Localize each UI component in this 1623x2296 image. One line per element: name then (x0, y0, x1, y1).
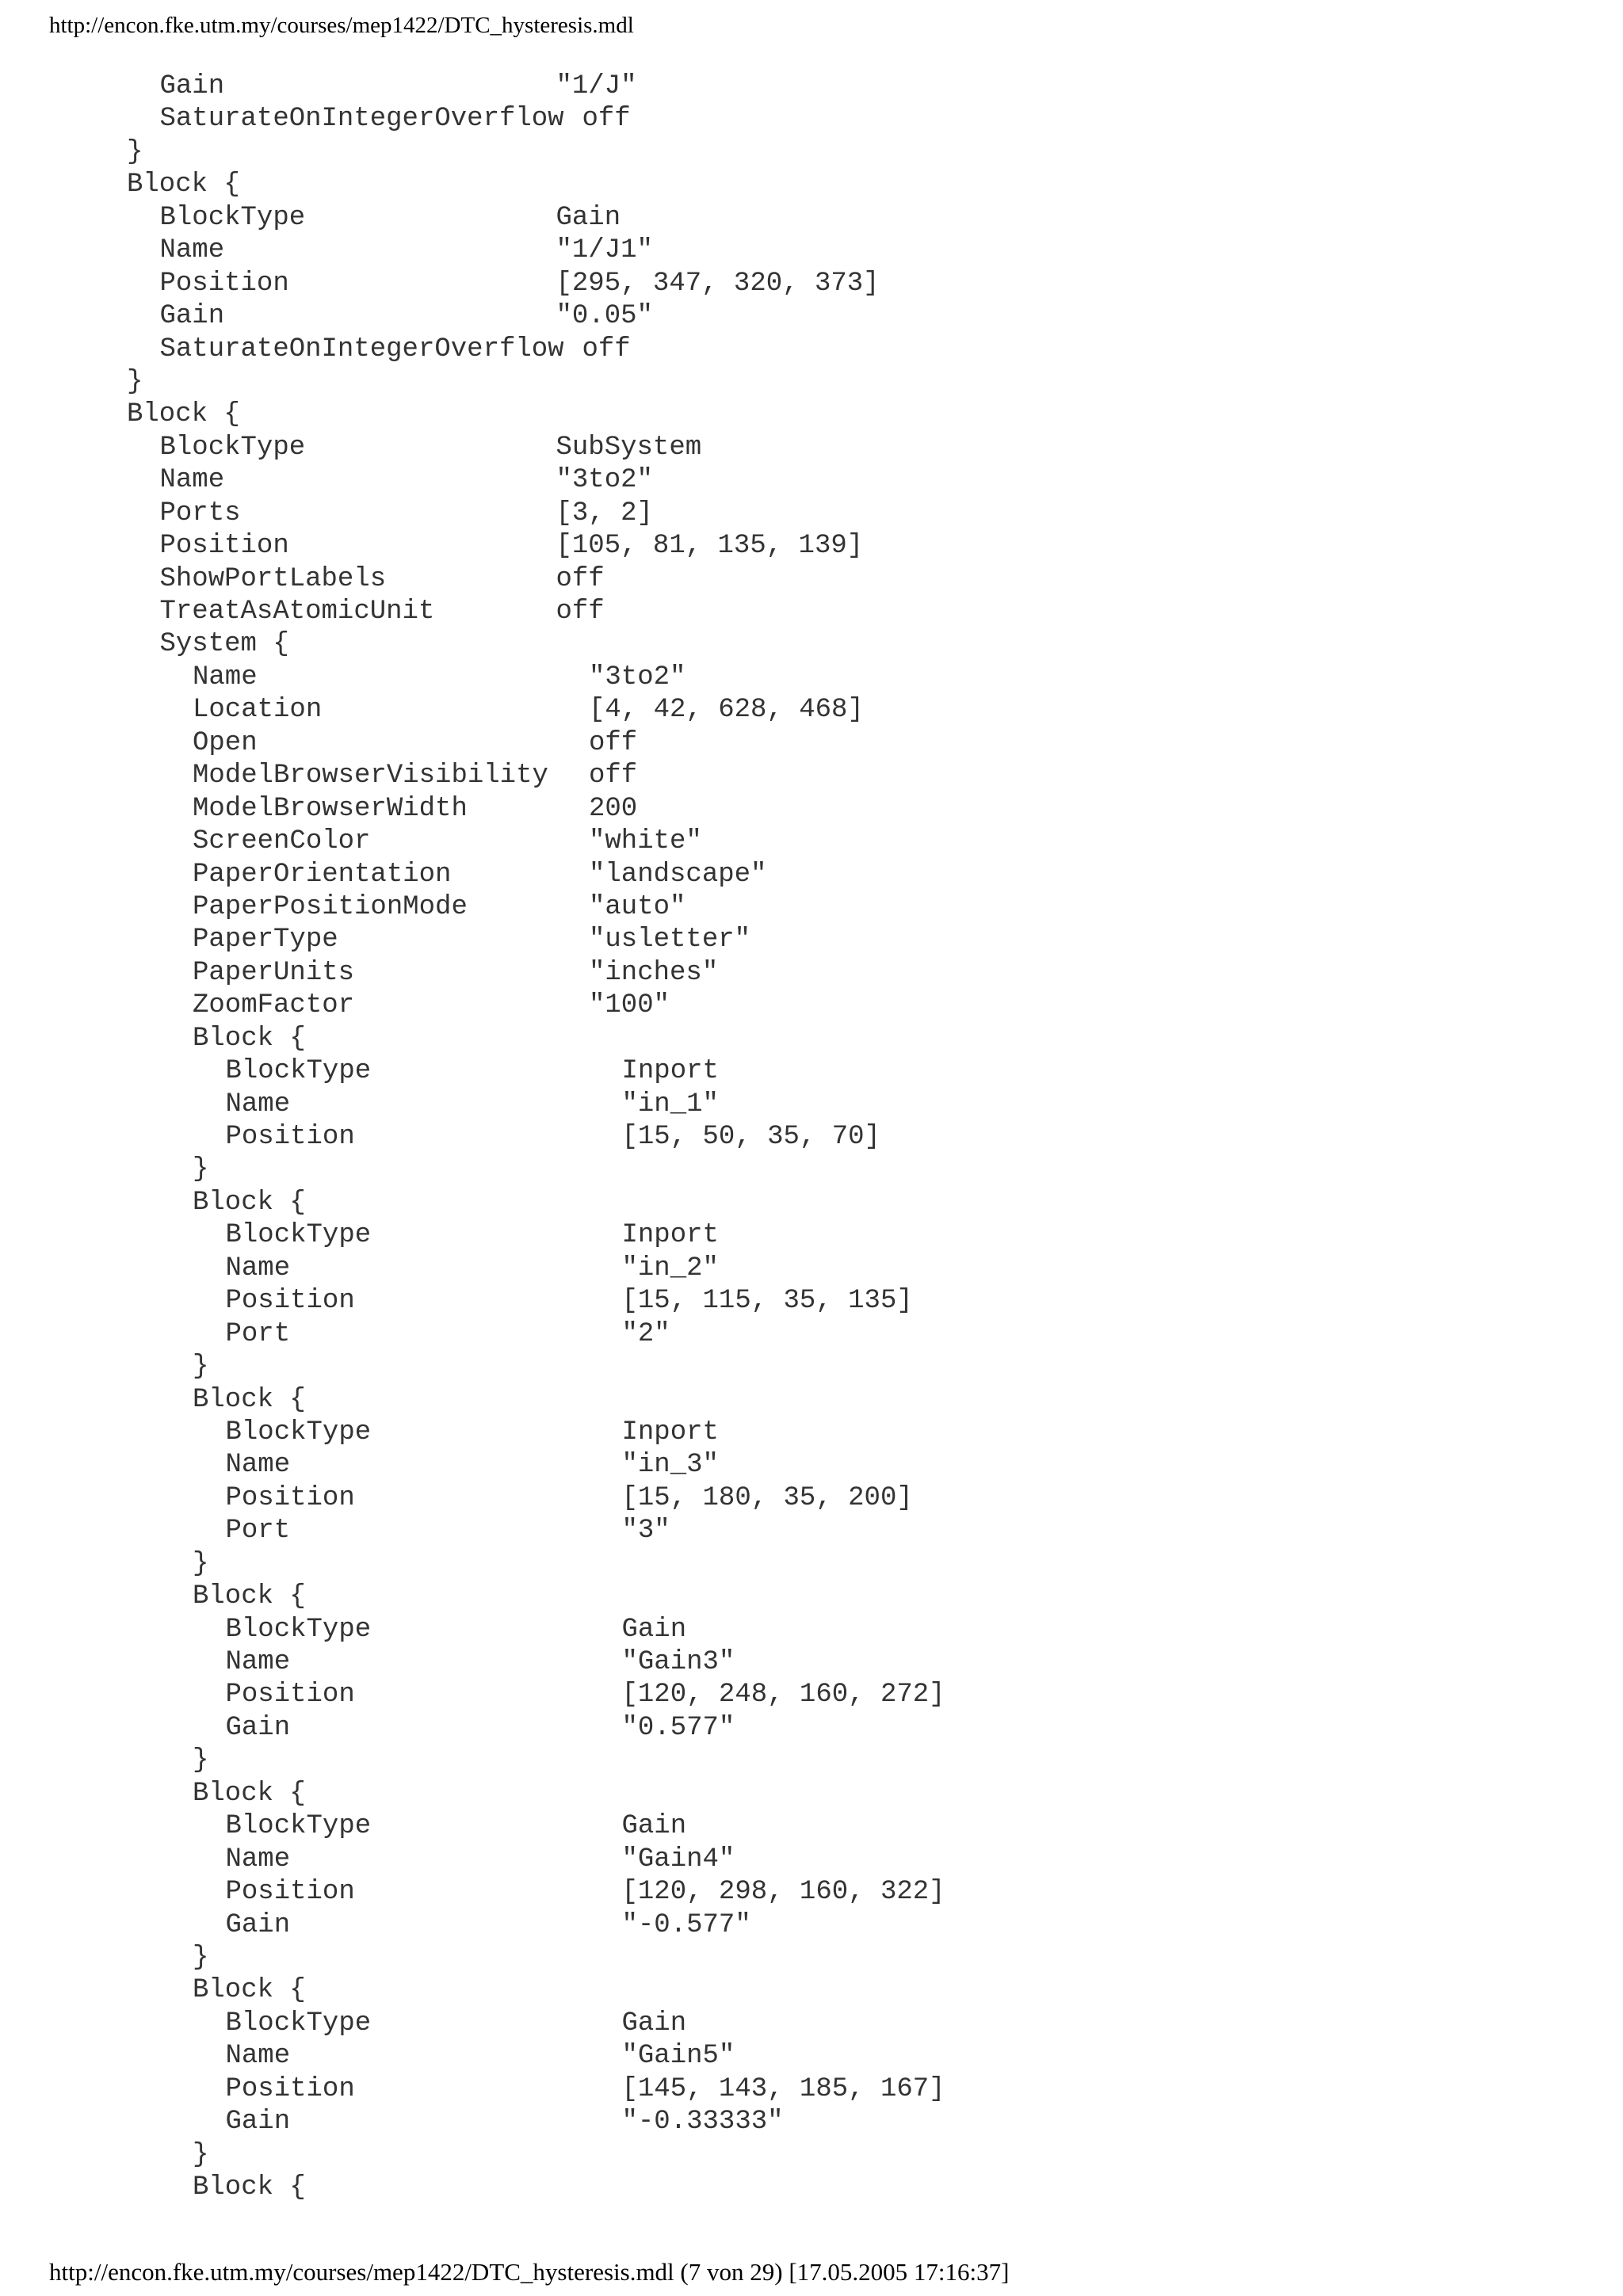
code-parameter-key: Gain (225, 1712, 291, 1743)
code-parameter-value: off (556, 563, 605, 594)
code-parameter-key: TreatAsAtomicUnit (159, 597, 435, 627)
code-line (0, 399, 1623, 431)
code-line (0, 1581, 1623, 1613)
code-parameter-key: Name (159, 465, 225, 496)
code-parameter-value: off (589, 761, 638, 791)
code-parameter-value: [15, 50, 35, 70] (621, 1122, 880, 1152)
code-parameter-value: "0.577" (621, 1712, 735, 1743)
code-line (0, 1679, 1623, 1711)
code-parameter-key: BlockType (159, 202, 306, 233)
code-parameter-key: PaperType (193, 925, 338, 955)
code-parameter-value: [120, 248, 160, 272] (621, 1680, 945, 1711)
code-line (0, 530, 1623, 563)
code-parameter-key: Location (193, 695, 323, 726)
code-line (0, 1810, 1623, 1843)
code-parameter-value: "auto" (589, 891, 686, 922)
code-parameter-value: [15, 180, 35, 200] (621, 1482, 913, 1513)
code-parameter-key: Name (225, 1089, 291, 1119)
code-parameter-value: Gain (621, 1614, 687, 1645)
code-parameter-key: BlockType (225, 2008, 372, 2039)
code-parameter-value: Gain (556, 202, 621, 233)
code-block-delimiter: } (193, 1154, 209, 1185)
code-parameter-key: Position (225, 1286, 355, 1317)
code-line (0, 2106, 1623, 2138)
code-line (0, 1482, 1623, 1515)
code-line (0, 103, 1623, 135)
code-parameter-key: PaperUnits (193, 957, 355, 988)
code-parameter-key: PaperOrientation (193, 859, 452, 890)
code-parameter-key: PaperPositionMode (193, 891, 468, 922)
code-parameter-value: "1/J1" (556, 235, 653, 266)
code-parameter-value: "-0.33333" (621, 2107, 784, 2138)
code-parameter-key: SaturateOnIntegerOverflow (159, 104, 564, 135)
page-header-url: http://encon.fke.utm.my/courses/mep1422/DTC_hysteresis.mdl (49, 13, 634, 38)
code-line (0, 694, 1623, 727)
code-line (0, 235, 1623, 267)
code-block-delimiter: Block { (193, 1778, 306, 1809)
code-block-delimiter: Block { (193, 1581, 306, 1612)
code-line (0, 1515, 1623, 1547)
code-line (0, 1974, 1623, 2007)
code-parameter-value: "in_1" (621, 1089, 719, 1119)
code-block-delimiter: } (127, 366, 143, 397)
code-line (0, 1154, 1623, 1186)
code-line (0, 1417, 1623, 1449)
code-parameter-key: Position (225, 2073, 355, 2104)
code-parameter-key: BlockType (225, 1220, 372, 1251)
code-parameter-key: BlockType (225, 1614, 372, 1645)
code-line (0, 2040, 1623, 2073)
code-line (0, 957, 1623, 990)
code-parameter-key: Name (193, 662, 258, 692)
code-parameter-key: ModelBrowserWidth (193, 793, 468, 824)
code-parameter-key: Position (225, 1877, 355, 1908)
code-line (0, 334, 1623, 366)
code-block-delimiter: } (193, 1745, 209, 1776)
code-block-delimiter: } (127, 136, 143, 167)
code-parameter-value: Inport (621, 1417, 719, 1447)
code-parameter-value: [105, 81, 135, 139] (556, 531, 864, 562)
code-parameter-key: ScreenColor (193, 826, 371, 857)
code-parameter-value: Gain (621, 2008, 687, 2039)
code-parameter-key: Port (225, 1318, 291, 1349)
code-line (0, 1285, 1623, 1318)
code-line (0, 1548, 1623, 1581)
code-parameter-value: off (589, 727, 638, 758)
code-block-delimiter: Block { (127, 399, 240, 430)
code-parameter-value: "inches" (589, 957, 719, 988)
code-block-delimiter: } (193, 2139, 209, 2170)
code-parameter-value: "3" (621, 1516, 670, 1547)
code-parameter-value: [295, 347, 320, 373] (556, 268, 880, 299)
code-parameter-key: BlockType (225, 1811, 372, 1842)
code-parameter-value: "in_3" (621, 1450, 719, 1481)
code-parameter-key: Name (225, 2041, 291, 2072)
code-parameter-value: "-0.577" (621, 1909, 751, 1940)
code-line (0, 464, 1623, 497)
code-line (0, 1384, 1623, 1417)
code-parameter-value: "in_2" (621, 1253, 719, 1283)
code-line (0, 498, 1623, 530)
code-line (0, 1219, 1623, 1252)
code-parameter-key: Port (225, 1516, 291, 1547)
code-parameter-key: BlockType (225, 1417, 372, 1447)
code-line (0, 1089, 1623, 1121)
code-parameter-key: SaturateOnIntegerOverflow (159, 334, 564, 364)
code-parameter-value: [3, 2] (556, 498, 653, 528)
code-line (0, 432, 1623, 464)
code-parameter-key: Gain (159, 301, 225, 332)
code-parameter-key: Ports (159, 498, 241, 528)
code-line (0, 1844, 1623, 1876)
code-parameter-key: Gain (225, 1909, 291, 1940)
code-line (0, 1712, 1623, 1745)
code-parameter-value: [15, 115, 35, 135] (621, 1286, 913, 1317)
code-parameter-value: 200 (589, 793, 638, 824)
code-parameter-value: Inport (621, 1056, 719, 1087)
code-parameter-key: ZoomFactor (193, 990, 355, 1021)
code-line (0, 1187, 1623, 1219)
code-line (0, 628, 1623, 661)
code-line (0, 366, 1623, 399)
code-block-delimiter: Block { (193, 1975, 306, 2006)
code-line (0, 1318, 1623, 1351)
code-parameter-value: "landscape" (589, 859, 767, 890)
code-line (0, 826, 1623, 858)
code-line (0, 1449, 1623, 1482)
code-block-delimiter: Block { (193, 2172, 306, 2203)
code-parameter-value: "100" (589, 990, 670, 1021)
code-parameter-value: [120, 298, 160, 322] (621, 1877, 945, 1908)
code-parameter-value: "0.05" (556, 301, 653, 332)
code-parameter-key: Name (225, 1647, 291, 1677)
code-parameter-key: ShowPortLabels (159, 563, 387, 594)
code-block-delimiter: } (193, 1352, 209, 1383)
code-line (0, 71, 1623, 103)
code-parameter-key: Name (159, 235, 225, 266)
code-line (0, 1745, 1623, 1777)
code-parameter-key: Name (225, 1450, 291, 1481)
code-parameter-value: "3to2" (556, 465, 653, 496)
code-parameter-key: Name (225, 1253, 291, 1283)
code-line (0, 1646, 1623, 1679)
code-line (0, 1351, 1623, 1383)
code-parameter-value: Inport (621, 1220, 719, 1251)
code-line (0, 2139, 1623, 2172)
code-parameter-value: "Gain3" (621, 1647, 735, 1677)
code-line (0, 1023, 1623, 1055)
code-parameter-key: BlockType (159, 432, 306, 463)
code-line (0, 662, 1623, 694)
code-line (0, 1909, 1623, 1942)
code-line (0, 136, 1623, 169)
code-listing (0, 71, 1623, 2204)
code-parameter-key: Position (225, 1482, 355, 1513)
code-block-delimiter: Block { (193, 1023, 306, 1054)
code-parameter-key: Name (225, 1844, 291, 1875)
code-line (0, 1121, 1623, 1154)
code-line (0, 202, 1623, 235)
code-parameter-value: "2" (621, 1318, 670, 1349)
code-line (0, 1055, 1623, 1088)
code-line (0, 596, 1623, 628)
code-line (0, 2008, 1623, 2040)
code-parameter-value: off (582, 104, 631, 135)
code-parameter-value: "white" (589, 826, 702, 857)
code-parameter-value: "1/J" (556, 71, 637, 101)
code-parameter-value: Gain (621, 1811, 687, 1842)
code-parameter-key: Gain (159, 71, 225, 101)
code-parameter-key: Open (193, 727, 258, 758)
code-parameter-value: SubSystem (556, 432, 702, 463)
code-parameter-key: Position (159, 531, 289, 562)
code-line (0, 300, 1623, 333)
code-line (0, 891, 1623, 924)
page-footer: http://encon.fke.utm.my/courses/mep1422/DTC_hysteresis.mdl (7 von 29) [17.05.2005 17:16:37] (49, 2258, 1010, 2286)
code-line (0, 169, 1623, 201)
code-block-delimiter: Block { (127, 170, 240, 200)
code-parameter-key: Gain (225, 2107, 291, 2138)
code-line (0, 924, 1623, 956)
code-parameter-value: off (556, 597, 605, 627)
code-line (0, 760, 1623, 792)
code-line (0, 1778, 1623, 1810)
code-block-delimiter: System { (159, 629, 289, 660)
code-parameter-key: Position (225, 1122, 355, 1152)
code-line (0, 2172, 1623, 2204)
code-parameter-key: BlockType (225, 1056, 372, 1087)
code-line (0, 859, 1623, 891)
code-parameter-value: "Gain4" (621, 1844, 735, 1875)
code-block-delimiter: Block { (193, 1187, 306, 1218)
code-line (0, 727, 1623, 760)
code-line (0, 990, 1623, 1022)
code-line (0, 268, 1623, 300)
code-block-delimiter: } (193, 1942, 209, 1973)
code-parameter-key: ModelBrowserVisibility (193, 761, 548, 791)
code-parameter-value: off (582, 334, 631, 364)
code-parameter-value: "usletter" (589, 925, 751, 955)
code-line (0, 793, 1623, 826)
code-parameter-value: "Gain5" (621, 2041, 735, 2072)
code-parameter-key: Position (159, 268, 289, 299)
code-parameter-value: [145, 143, 185, 167] (621, 2073, 945, 2104)
code-line (0, 1253, 1623, 1285)
code-parameter-value: [4, 42, 628, 468] (589, 695, 864, 726)
code-line (0, 2073, 1623, 2106)
code-block-delimiter: Block { (193, 1384, 306, 1415)
code-line (0, 1942, 1623, 1974)
code-line (0, 563, 1623, 596)
code-block-delimiter: } (193, 1548, 209, 1579)
code-line (0, 1876, 1623, 1909)
code-parameter-value: "3to2" (589, 662, 686, 692)
code-parameter-key: Position (225, 1680, 355, 1711)
code-line (0, 1614, 1623, 1646)
